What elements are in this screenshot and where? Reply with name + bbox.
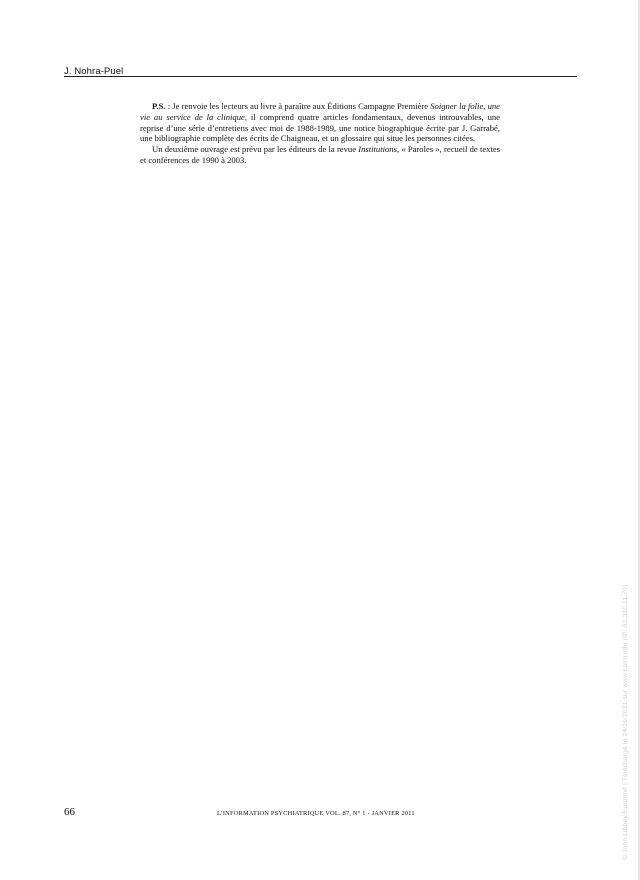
download-watermark: © John Libbey Eurotext | Téléchargé le 24/10/2021 sur www.cairn.info (IP: 62.210.11.70) (622, 584, 629, 860)
ps-label: P.S. (152, 101, 166, 111)
ps-text-1: : Je renvoie les lecteurs au livre à paraître aux Éditions Campagne Première (165, 101, 431, 111)
book-title: Soigner la folie, une vie au service de la clinique (140, 101, 500, 122)
journal-name: Institutions (358, 144, 397, 155)
second-text-1: Un deuxième ouvrage est prévu par les éditeurs de la revue (152, 144, 359, 155)
ps-text-2: , il comprend quatre articles fondamentaux, devenus introuvables, une reprise d’une série d’entretiens avec moi de 1988-1989, une notice biographique écrite par J. Garrabé, une bibliographie complète des écrits de Chaigneau, et un glossaire qui situe les personnes citées. (140, 111, 500, 144)
header-rule (64, 76, 577, 77)
page-number: 66 (64, 806, 75, 818)
second-text-2: , « Paroles », recueil de textes et conférences de 1990 à 2003. (140, 144, 501, 165)
journal-footer: L’INFORMATION PSYCHIATRIQUE VOL. 87, N° 1 - JANVIER 2011 (217, 810, 415, 817)
second-paragraph (140, 144, 500, 166)
running-head-author: J. Nohra-Puel (64, 66, 124, 77)
article-body (140, 101, 500, 166)
ps-paragraph (140, 101, 500, 144)
